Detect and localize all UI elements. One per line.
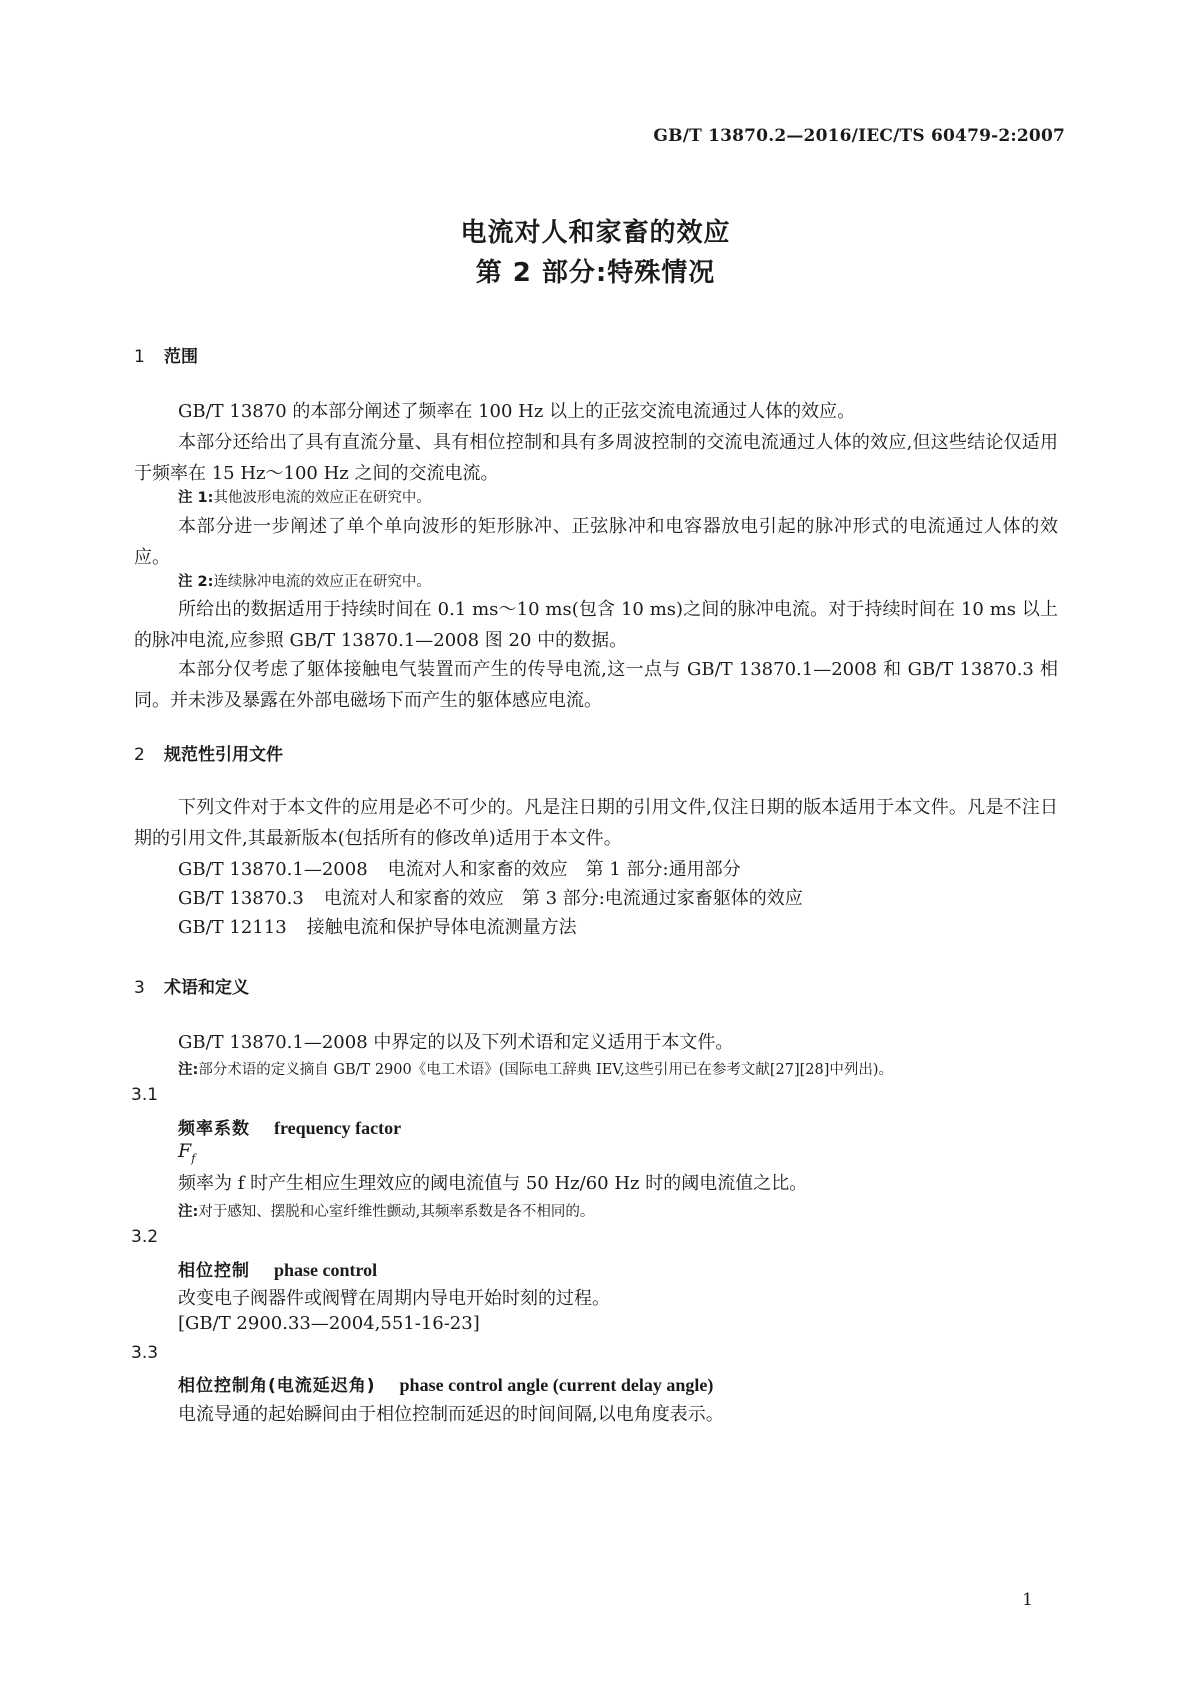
section-1-heading [134, 342, 198, 367]
document-subtitle: 第 2 部分:特殊情况 [475, 258, 716, 288]
term-symbol [178, 1140, 195, 1165]
term-definition: 改变电子阀器件或阀臂在周期内导电开始时刻的过程。 [178, 1288, 610, 1309]
term-definition: 电流导通的起始瞬间由于相位控制而延迟的时间间隔,以电角度表示。 [178, 1404, 724, 1425]
reference-code: GB/T 13870.3 [178, 888, 304, 909]
term-definition: 频率为 f 时产生相应生理效应的阈电流值与 50 Hz/60 Hz 时的阈电流值之比。 [178, 1173, 808, 1194]
section-3-heading [134, 973, 249, 998]
normative-reference [178, 913, 577, 939]
normative-reference [178, 884, 803, 910]
note-text: 其他波形电流的效应正在研究中。 [213, 490, 431, 506]
note-text: 连续脉冲电流的效应正在研究中。 [213, 574, 431, 590]
term-zh: 频率系数 [178, 1119, 250, 1139]
section-2-heading [134, 740, 283, 765]
paragraph: 所给出的数据适用于持续时间在 0.1 ms～10 ms(包含 10 ms)之间的脉冲电流。对于持续时间在 10 ms 以上的脉冲电流,应参照 GB/T 13870.1—2008 图 20 中的数据。 [134, 599, 1058, 651]
note-label: 注 1: [178, 490, 214, 506]
reference-code: GB/T 13870.1—2008 [178, 859, 368, 880]
normative-reference [178, 855, 741, 881]
note-label: 注 2: [178, 574, 214, 590]
clause-number: 3.2 [131, 1227, 159, 1247]
paragraph: 本部分还给出了具有直流分量、具有相位控制和具有多周波控制的交流电流通过人体的效应,但这些结论仅适用于频率在 15 Hz～100 Hz 之间的交流电流。 [134, 432, 1058, 484]
paragraph: 本部分仅考虑了躯体接触电气装置而产生的传导电流,这一点与 GB/T 13870.1—2008 和 GB/T 13870.3 相同。并未涉及暴露在外部电磁场下而产生的躯体感应电流。 [134, 659, 1058, 711]
note-label: 注: [178, 1204, 199, 1220]
reference-title: 电流对人和家畜的效应 第 3 部分:电流通过家畜躯体的效应 [323, 888, 803, 909]
clause-number: 3.1 [131, 1085, 159, 1105]
note-label: 注: [178, 1062, 199, 1078]
term-source: [GB/T 2900.33—2004,551-16-23] [178, 1313, 480, 1334]
section-title: 范围 [164, 347, 198, 367]
page-number: 1 [1022, 1590, 1033, 1610]
section-number: 1 [134, 347, 145, 367]
document-title: 电流对人和家畜的效应 [460, 218, 731, 248]
clause-number: 3.3 [131, 1343, 159, 1363]
section-number: 2 [134, 745, 145, 765]
note-text: 对于感知、摆脱和心室纤维性颤动,其频率系数是各不相同的。 [198, 1204, 595, 1220]
term-en: phase control angle (current delay angle) [399, 1375, 714, 1395]
term-entry [178, 1114, 401, 1139]
term-entry [178, 1256, 377, 1281]
note [178, 1200, 594, 1221]
paragraph: 本部分进一步阐述了单个单向波形的矩形脉冲、正弦脉冲和电容器放电引起的脉冲形式的电流通过人体的效应。 [134, 516, 1058, 568]
section-title: 规范性引用文件 [164, 745, 283, 765]
note [178, 1058, 893, 1079]
section-title: 术语和定义 [164, 978, 249, 998]
term-zh: 相位控制角(电流延迟角) [178, 1376, 376, 1396]
note-text: 部分术语的定义摘自 GB/T 2900《电工术语》(国际电工辞典 IEV,这些引用已在参考文献[27][28]中列出)。 [198, 1062, 894, 1078]
note [178, 486, 431, 507]
paragraph: GB/T 13870.1—2008 中界定的以及下列术语和定义适用于本文件。 [178, 1032, 734, 1053]
standard-number: GB/T 13870.2—2016/IEC/TS 60479-2:2007 [653, 126, 1065, 146]
reference-title: 接触电流和保护导体电流测量方法 [306, 917, 577, 938]
paragraph: 下列文件对于本文件的应用是必不可少的。凡是注日期的引用文件,仅注日期的版本适用于本文件。凡是不注日期的引用文件,其最新版本(包括所有的修改单)适用于本文件。 [134, 797, 1058, 849]
symbol-main: F [178, 1140, 192, 1162]
term-zh: 相位控制 [178, 1261, 250, 1281]
term-en: phase control [274, 1260, 378, 1280]
term-entry [178, 1371, 713, 1396]
paragraph: GB/T 13870 的本部分阐述了频率在 100 Hz 以上的正弦交流电流通过人体的效应。 [178, 401, 856, 422]
reference-title: 电流对人和家畜的效应 第 1 部分:通用部分 [387, 859, 741, 880]
symbol-subscript: f [191, 1151, 196, 1165]
note [178, 570, 431, 591]
reference-code: GB/T 12113 [178, 917, 287, 938]
term-en: frequency factor [274, 1118, 402, 1138]
section-number: 3 [134, 978, 145, 998]
